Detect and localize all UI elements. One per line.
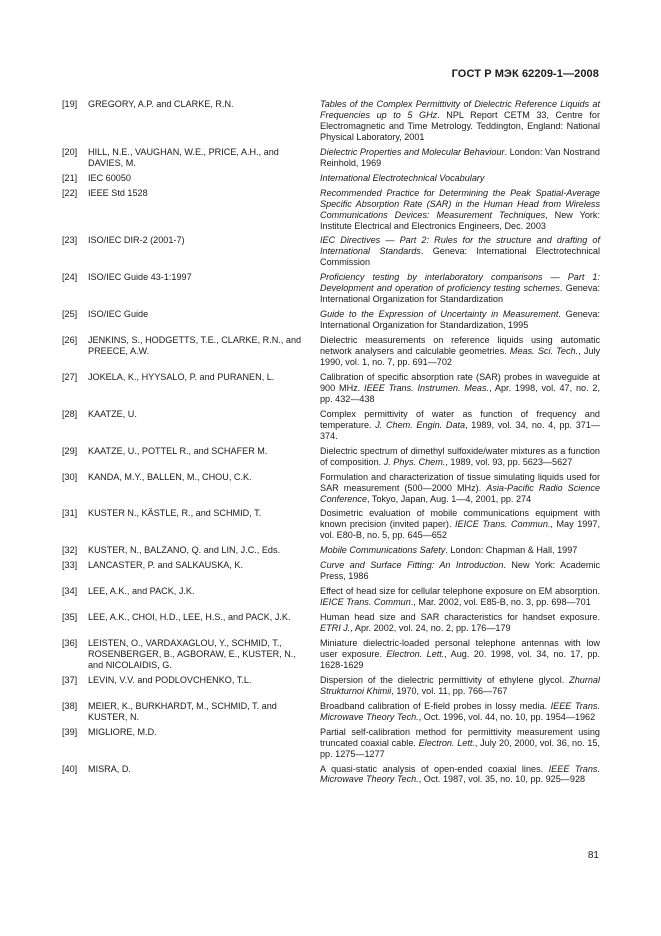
reference-text: , Aug. 20. 1998, vol. 34, no. 17, pp. 1628-1629 — [320, 648, 601, 670]
reference-title-italic: IEC Directives — Part 2: Rules for the structure and drafting of International Standards — [320, 235, 600, 257]
reference-authors: IEEE Std 1528 — [88, 187, 148, 198]
reference-number: [35] — [62, 612, 78, 623]
reference-description — [320, 188, 600, 232]
reference-number: [20] — [62, 146, 78, 157]
reference-title-italic: Meas. Sci. Tech. — [509, 346, 579, 357]
reference-authors: ISO/IEC DIR-2 (2001-7) — [88, 235, 185, 246]
reference-text: . London: Chapman & Hall, 1997 — [445, 545, 578, 556]
reference-text: Miniature dielectric-loaded personal telephone antennas with low user exposure. — [320, 637, 600, 659]
reference-entry — [62, 472, 600, 505]
reference-entry — [62, 147, 600, 169]
reference-authors: LEVIN, V.V. and PODLOVCHENKO, T.L. — [88, 674, 252, 685]
reference-title-italic: IEICE Trans. Commun. — [455, 519, 551, 530]
reference-description — [320, 675, 600, 697]
reference-text: , New York: Institute Electrical and Electronics Engineers, Dec. 2003 — [320, 209, 601, 231]
reference-text: , Oct. 1996, vol. 44, no. 10, pp. 1954—1962 — [418, 711, 596, 722]
reference-authors: KAATZE, U. — [88, 408, 137, 419]
reference-text: , 1989, vol. 93, pp. 5623—5627 — [445, 456, 573, 467]
reference-text: . New York: Academic Press, 1986 — [320, 560, 600, 582]
reference-authors: MEIER, K., BURKHARDT, M., SCHMID, T. and KUSTER, N. — [88, 700, 277, 722]
reference-entry — [62, 638, 600, 671]
reference-title-italic: Electron. Lett. — [386, 648, 445, 659]
reference-authors: KUSTER, N., BALZANO, Q. and LIN, J.C., Eds. — [88, 545, 281, 556]
reference-authors: MIGLIORE, M.D. — [88, 726, 157, 737]
reference-description — [320, 764, 600, 786]
reference-title-italic: Proficiency testing by interlaboratory comparisons — Part 1: Development and operation of proficiency testing schemes — [320, 272, 600, 294]
reference-text: . London: Van Nostrand Reinhold, 1969 — [320, 146, 600, 168]
reference-number: [34] — [62, 586, 78, 597]
reference-number: [40] — [62, 763, 78, 774]
reference-description — [320, 545, 600, 556]
reference-title-italic: Curve and Surface Fitting: An Introduction — [320, 560, 504, 571]
reference-entry — [62, 727, 600, 760]
reference-entry — [62, 309, 600, 331]
reference-entry — [62, 545, 600, 556]
reference-number: [27] — [62, 371, 78, 382]
reference-authors: JOKELA, K., HYYSALO, P. and PURANEN, L. — [88, 371, 275, 382]
reference-number: [19] — [62, 99, 78, 109]
reference-number: [24] — [62, 272, 78, 283]
reference-number: [38] — [62, 700, 78, 711]
reference-text: Dosimetric evaluation of mobile communications equipment with known precision (invited paper). — [320, 508, 600, 530]
reference-text: , Apr. 1998, vol. 47, no. 2, pp. 432—438 — [320, 382, 601, 404]
reference-text: Calibration of specific absorption rate (SAR) probes in waveguide at 900 MHz. — [320, 371, 600, 393]
reference-description — [320, 472, 600, 505]
reference-title-italic: ETRI J. — [320, 623, 351, 634]
reference-authors: KANDA, M.Y., BALLEN, M., CHOU, C.K. — [88, 471, 252, 482]
reference-entry — [62, 764, 600, 786]
reference-text: Broadband calibration of E-field probes in lossy media. — [320, 700, 551, 711]
reference-entry — [62, 675, 600, 697]
reference-authors: LANCASTER, P. and SALKAUSKA, K. — [88, 560, 244, 571]
standard-header: ГОСТ Р МЭК 62209-1—2008 — [451, 68, 599, 80]
reference-text: . NPL Report CETM 33, Centre for Electromagnetic and Time Metrology. Teddington, England: National Physical Laboratory, 2001 — [320, 109, 600, 142]
reference-text: . Geneva: International Organization for Standardization, 1995 — [320, 309, 600, 331]
reference-description — [320, 173, 600, 184]
reference-text: ., Mar. 2002, vol. E85-B, no. 3, pp. 698—701 — [410, 597, 591, 608]
reference-text: Dielectric spectrum of dimethyl sulfoxide/water mixtures as a function of composition. — [320, 445, 600, 467]
reference-description — [320, 612, 600, 634]
reference-description — [320, 235, 600, 268]
reference-text: Partial self-calibration method for permittivity measurement using truncated coaxial cable. — [320, 726, 600, 748]
reference-entry — [62, 586, 600, 608]
reference-authors: JENKINS, S., HODGETTS, T.E., CLARKE, R.N., and PREECE, A.W. — [88, 335, 302, 357]
reference-entry — [62, 508, 600, 541]
reference-number: [31] — [62, 508, 78, 519]
reference-description — [320, 409, 600, 442]
reference-authors: ISO/IEC Guide 43-1:1997 — [88, 272, 192, 283]
reference-entry — [62, 701, 600, 723]
reference-description — [320, 272, 600, 305]
reference-title-italic: Asia-Pacific Radio Science Conference — [320, 482, 601, 504]
reference-number: [36] — [62, 637, 78, 648]
reference-number: [29] — [62, 445, 78, 456]
reference-number: [28] — [62, 408, 78, 419]
reference-entry — [62, 372, 600, 405]
reference-text: Dispersion of the dielectric permittivity of ethylene glycol. — [320, 674, 570, 685]
reference-description — [320, 335, 600, 368]
reference-text: , 1989, vol. 34, no. 4, pp. 371—374. — [320, 419, 600, 441]
reference-list — [62, 99, 600, 789]
page-number: 81 — [587, 850, 599, 861]
reference-description — [320, 638, 600, 671]
reference-authors: GREGORY, A.P. and CLARKE, R.N. — [88, 99, 234, 109]
reference-title-italic: J. Phys. Chem. — [383, 456, 446, 467]
reference-authors: HILL, N.E., VAUGHAN, W.E., PRICE, A.H., and DAVIES, M. — [88, 146, 279, 168]
reference-entry — [62, 335, 600, 368]
reference-title-italic: Zhurnal Strukturnoi Khimii — [320, 674, 600, 696]
reference-text: Dielectric measurements on reference liquids using automatic network analysers and calculable geometries. — [320, 335, 600, 357]
reference-text: Complex permittivity of water as function of frequency and temperature. — [320, 408, 600, 430]
reference-entry — [62, 612, 600, 634]
reference-authors: KAATZE, U., POTTEL R., and SCHAFER M. — [88, 445, 268, 456]
reference-authors: KUSTER N., KÄSTLE, R., and SCHMID, T. — [88, 508, 262, 519]
reference-text: Formulation and characterization of tissue simulating liquids used for SAR measurement (500—2000 MHz). — [320, 471, 600, 493]
reference-description — [320, 586, 600, 608]
reference-authors: MISRA, D. — [88, 763, 131, 774]
reference-title-italic: IEEE Trans. Microwave Theory Tech. — [320, 700, 600, 722]
reference-description — [320, 508, 600, 541]
reference-title-italic: Mobile Communications Safety — [320, 545, 446, 556]
reference-text: . Geneva: International Electrotechnical Commission — [320, 246, 600, 268]
reference-text: , Tokyo, Japan, Aug. 1—4, 2001, pp. 274 — [367, 493, 532, 504]
reference-text: , July 1990, vol. 1, no. 7, pp. 691—702 — [320, 346, 601, 368]
reference-authors: LEISTEN, O., VARDAXAGLOU, Y., SCHMID, T., ROSENBERGER, B., AGBORAW, E., KUSTER, N., and NICOLAIDIS, G. — [88, 637, 296, 670]
reference-title-italic: International Electrotechnical Vocabulary — [320, 172, 485, 183]
reference-text: Human head size and SAR characteristics for handset exposure. — [320, 612, 600, 623]
reference-number: [21] — [62, 172, 78, 183]
reference-entry — [62, 173, 600, 184]
reference-text: , May 1997, vol. E80-B, no. 5, pp. 645—652 — [320, 519, 600, 541]
reference-description — [320, 147, 600, 169]
reference-title-italic: J. Chem. Engin. Data — [375, 419, 466, 430]
reference-number: [25] — [62, 309, 78, 320]
reference-number: [22] — [62, 187, 78, 198]
reference-authors: LEE, A.K., CHOI, H.D., LEE, H.S., and PACK, J.K. — [88, 612, 291, 623]
reference-entry — [62, 446, 600, 468]
reference-entry — [62, 235, 600, 268]
reference-entry — [62, 560, 600, 582]
reference-text: , Oct. 1987, vol. 35, no. 10, pp. 925—928 — [418, 774, 586, 785]
reference-title-italic: IEEE Trans. Microwave Theory Tech. — [320, 763, 600, 785]
reference-authors: ISO/IEC Guide — [88, 309, 149, 320]
reference-number: [39] — [62, 726, 78, 737]
reference-title-italic: Dielectric Properties and Molecular Behaviour — [320, 146, 505, 157]
reference-description — [320, 701, 600, 723]
reference-description — [320, 372, 600, 405]
reference-description — [320, 99, 600, 143]
reference-number: [32] — [62, 545, 78, 556]
reference-number: [33] — [62, 560, 78, 571]
reference-title-italic: Tables of the Complex Permittivity of Dielectric Reference Liquids at Frequencies up to 5 GHz — [320, 99, 600, 120]
reference-description — [320, 560, 600, 582]
reference-entry — [62, 188, 600, 232]
reference-title-italic: Recommended Practice for Determining the Peak Spatial-Average Specific Absorption Rate (SAR) in the Human Head from Wireless Communications Devices: Measurement Techniques — [320, 187, 600, 220]
reference-number: [26] — [62, 335, 78, 346]
reference-title-italic: Electron. Lett. — [418, 737, 475, 748]
reference-description — [320, 727, 600, 760]
reference-text: , July 20, 2000, vol. 36, no. 15, pp. 1275—1277 — [320, 737, 601, 759]
reference-text: , 1970, vol. 11, pp. 766—767 — [391, 685, 508, 696]
reference-description — [320, 309, 600, 331]
reference-text: . Geneva: International Organization for Standardization — [320, 283, 600, 305]
reference-authors: LEE, A.K., and PACK, J.K. — [88, 586, 195, 597]
reference-entry — [62, 272, 600, 305]
reference-number: [37] — [62, 674, 78, 685]
reference-number: [30] — [62, 471, 78, 482]
reference-number: [23] — [62, 235, 78, 246]
reference-description — [320, 446, 600, 468]
reference-entry — [62, 99, 600, 143]
reference-title-italic: IEEE Trans. Instrumen. Meas. — [364, 382, 490, 393]
reference-title-italic: Guide to the Expression of Uncertainty in Measurement — [320, 309, 559, 320]
reference-text: Effect of head size for cellular telephone exposure on EM absorption. — [320, 586, 600, 597]
reference-authors: IEC 60050 — [88, 172, 131, 183]
reference-text: A quasi-static analysis of open-ended coaxial lines. — [320, 763, 549, 774]
reference-title-italic: IEICE Trans. Commun — [320, 597, 411, 608]
reference-text: , Apr. 2002, vol. 24, no. 2, pp. 176—179 — [350, 623, 511, 634]
reference-entry — [62, 409, 600, 442]
